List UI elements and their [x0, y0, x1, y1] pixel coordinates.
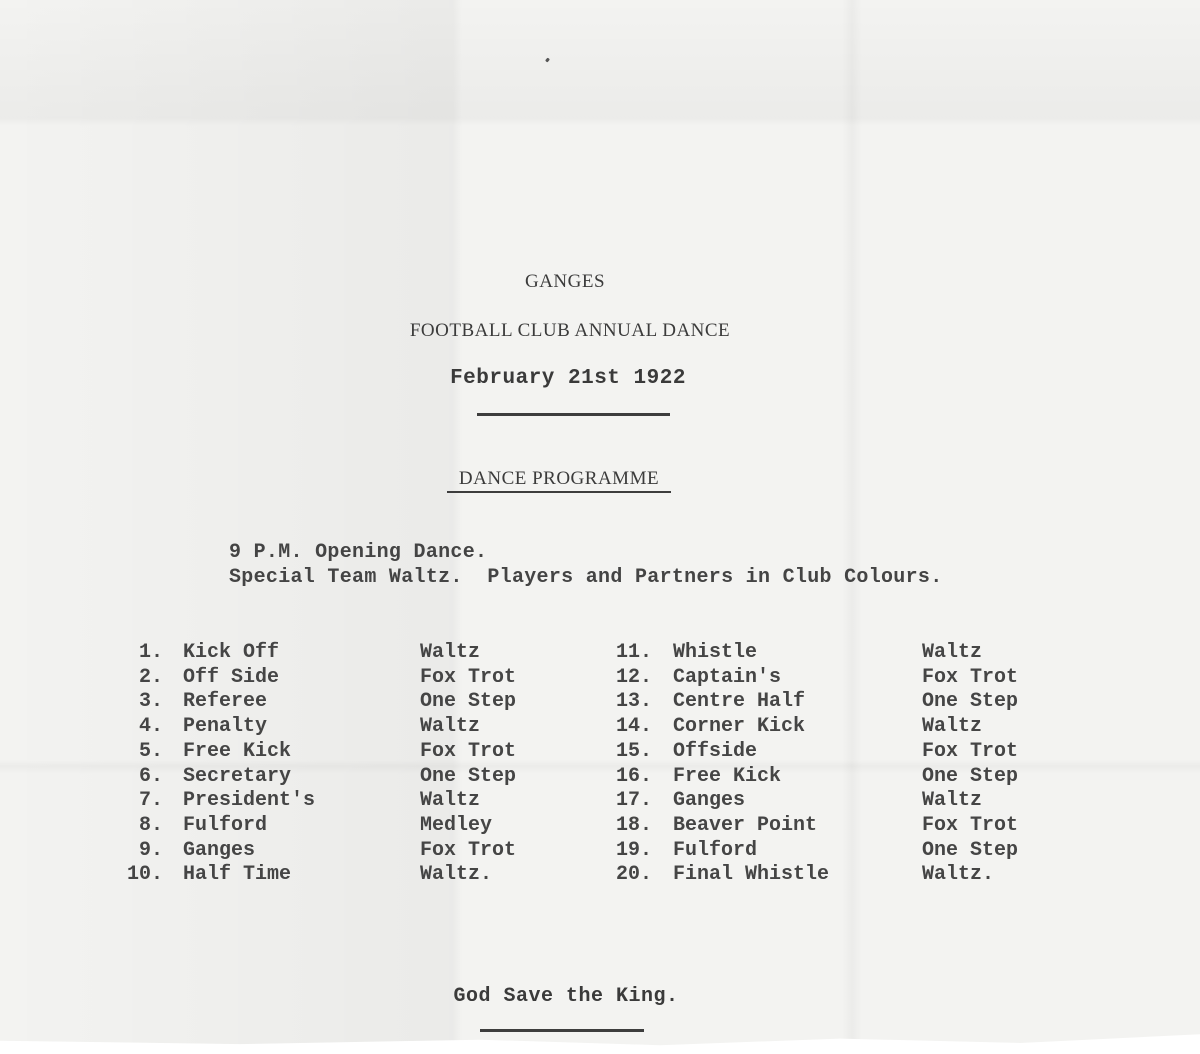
- dance-title: Centre Half: [673, 690, 806, 714]
- dance-number: 15.: [615, 739, 652, 763]
- dance-style: One Step: [922, 764, 1019, 788]
- dance-style: One Step: [922, 690, 1019, 714]
- dance-title: Kick Off: [183, 641, 280, 664]
- dance-style: Medley: [420, 813, 493, 837]
- dance-number: 14.: [615, 715, 652, 739]
- dance-style: Waltz.: [420, 863, 493, 887]
- dance-title: President's: [183, 789, 316, 813]
- intro-line-team-waltz: Special Team Waltz. Players and Partners in Club Colours.: [229, 566, 943, 589]
- torn-paper-edge: [0, 1032, 1200, 1054]
- dance-title: Offside: [673, 739, 758, 763]
- dance-number: 19.: [615, 838, 652, 862]
- dance-style: Waltz: [922, 641, 983, 664]
- dance-title: Captain's: [673, 665, 782, 689]
- dance-style: Waltz: [922, 789, 983, 813]
- dance-style: One Step: [420, 764, 517, 788]
- dance-number: 20.: [615, 863, 652, 887]
- dance-style: One Step: [420, 690, 517, 714]
- dance-title: Corner Kick: [673, 715, 806, 739]
- dance-number: 12.: [615, 665, 652, 689]
- dance-style: Fox Trot: [922, 813, 1019, 837]
- dance-number: 6.: [138, 764, 163, 788]
- dance-title: Ganges: [183, 838, 256, 862]
- dance-number: 10.: [126, 863, 163, 887]
- dance-number: 16.: [615, 764, 652, 788]
- dance-title: Whistle: [673, 641, 758, 664]
- dance-style: Waltz: [420, 715, 481, 739]
- dance-style: Fox Trot: [922, 739, 1019, 763]
- event-title: FOOTBALL CLUB ANNUAL DANCE: [409, 320, 731, 341]
- dance-number: 18.: [615, 813, 652, 837]
- dance-number: 9.: [138, 838, 163, 862]
- dance-number: 1.: [138, 641, 163, 664]
- divider-rule: [477, 413, 670, 416]
- club-name: GANGES: [524, 271, 606, 292]
- ink-speck: [545, 58, 550, 63]
- dance-style: Fox Trot: [420, 739, 517, 763]
- dance-number: 2.: [138, 665, 163, 689]
- dance-style: Fox Trot: [420, 665, 517, 689]
- programme-heading: DANCE PROGRAMME: [447, 468, 671, 493]
- dance-number: 7.: [138, 789, 163, 813]
- dance-title: Half Time: [183, 863, 292, 887]
- dance-title: Fulford: [673, 838, 758, 862]
- dance-style: Waltz.: [922, 863, 995, 887]
- dance-style: Waltz: [420, 641, 481, 664]
- dance-style: Waltz: [420, 789, 481, 813]
- dance-title: Off Side: [183, 665, 280, 689]
- dance-number: 4.: [138, 715, 163, 739]
- dance-title: Free Kick: [183, 739, 292, 763]
- dance-title: Ganges: [673, 789, 746, 813]
- event-date: February 21st 1922: [450, 367, 686, 390]
- dance-number: 5.: [138, 739, 163, 763]
- dance-title: Referee: [183, 690, 268, 714]
- dance-number: 8.: [138, 813, 163, 837]
- dance-title: Penalty: [183, 715, 268, 739]
- dance-style: One Step: [922, 838, 1019, 862]
- dance-number: 3.: [138, 690, 163, 714]
- dance-title: Free Kick: [673, 764, 782, 788]
- dance-title: Final Whistle: [673, 863, 830, 887]
- dance-style: Waltz: [922, 715, 983, 739]
- dance-title: Secretary: [183, 764, 292, 788]
- dance-number: 11.: [615, 641, 652, 664]
- dance-number: 17.: [615, 789, 652, 813]
- dance-style: Fox Trot: [922, 665, 1019, 689]
- dance-title: Fulford: [183, 813, 268, 837]
- divider-rule-bottom: [480, 1029, 644, 1032]
- dance-style: Fox Trot: [420, 838, 517, 862]
- closing-line: God Save the King.: [453, 985, 679, 1008]
- intro-line-opening: 9 P.M. Opening Dance.: [229, 541, 488, 564]
- dance-title: Beaver Point: [673, 813, 818, 837]
- dance-number: 13.: [615, 690, 652, 714]
